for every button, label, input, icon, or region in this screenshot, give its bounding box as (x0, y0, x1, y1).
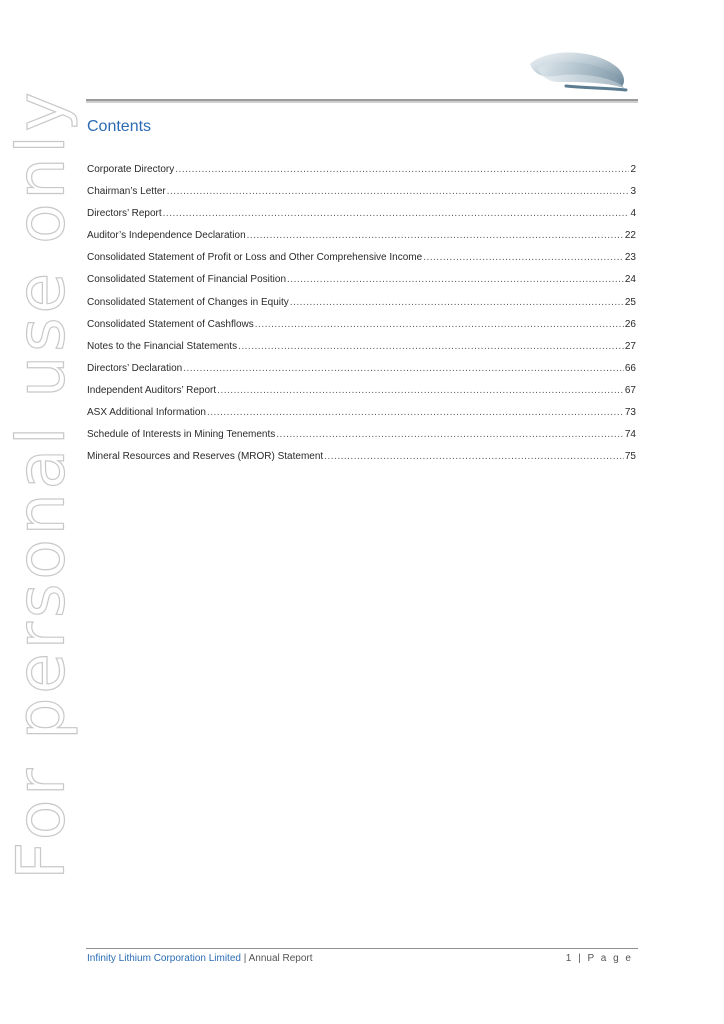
toc-entry-label: Consolidated Statement of Profit or Loss and Other Comprehensive Income (87, 252, 423, 264)
toc-entry-page: 27 (624, 340, 636, 352)
toc-entry-label: Corporate Directory (87, 164, 175, 175)
toc-leader-dots (324, 451, 624, 462)
toc-entry-asx-additional[interactable] (87, 407, 636, 429)
toc-leader-dots (287, 274, 624, 285)
toc-entry-label: ASX Additional Information (87, 407, 206, 419)
toc-entry-chairmans-letter[interactable] (87, 186, 636, 208)
toc-entry-auditors-independence[interactable] (87, 230, 636, 252)
swoosh-logo-icon (526, 46, 630, 96)
toc-leader-dots (423, 252, 624, 263)
toc-entry-page: 26 (624, 318, 636, 330)
toc-entry-mining-tenements[interactable] (87, 429, 636, 451)
toc-leader-dots (276, 429, 624, 440)
toc-entry-page: 23 (624, 252, 636, 264)
toc-entry-label: Notes to the Financial Statements (87, 340, 238, 352)
toc-leader-dots (217, 385, 624, 396)
toc-entry-label: Independent Auditors’ Report (87, 384, 217, 396)
toc-entry-profit-or-loss[interactable] (87, 252, 636, 274)
toc-entry-directors-report[interactable] (87, 208, 636, 230)
toc-entry-cashflows[interactable] (87, 319, 636, 341)
page-number: 1 | P a g e (565, 953, 633, 964)
toc-leader-dots (167, 186, 630, 197)
toc-entry-directors-declaration[interactable] (87, 363, 636, 385)
toc-leader-dots (247, 230, 624, 241)
toc-entry-label: Directors’ Declaration (87, 362, 183, 374)
toc-entry-page: 4 (630, 208, 636, 220)
toc-leader-dots (163, 208, 630, 219)
toc-leader-dots (207, 407, 624, 418)
toc-entry-changes-in-equity[interactable] (87, 297, 636, 319)
toc-entry-page: 67 (624, 384, 636, 396)
toc-entry-page: 22 (624, 230, 636, 242)
toc-entry-label: Consolidated Statement of Changes in Equity (87, 296, 289, 308)
toc-leader-dots (238, 341, 624, 352)
footer-divider (86, 948, 638, 949)
page-title: Contents (87, 118, 152, 135)
toc-leader-dots (183, 363, 624, 374)
footer-separator: | (243, 953, 247, 964)
toc-entry-label: Schedule of Interests in Mining Tenements (87, 429, 276, 441)
toc-leader-dots (290, 297, 624, 308)
toc-entry-label: Consolidated Statement of Cashflows (87, 318, 254, 330)
toc-entry-page: 66 (624, 362, 636, 374)
toc-leader-dots (255, 319, 624, 330)
toc-entry-label: Directors’ Report (87, 208, 162, 220)
toc-entry-notes[interactable] (87, 341, 636, 363)
toc-entry-label: Consolidated Statement of Financial Position (87, 274, 287, 286)
toc-entry-financial-position[interactable] (87, 274, 636, 296)
toc-entry-page: 75 (624, 451, 636, 463)
toc-entry-page: 24 (624, 274, 636, 286)
toc-entry-page: 74 (624, 429, 636, 441)
toc-entry-page: 3 (630, 186, 636, 198)
watermark-text: For personal use only (2, 88, 80, 880)
toc-entry-label: Mineral Resources and Reserves (MROR) Statement (87, 451, 324, 463)
toc-entry-page: 73 (624, 407, 636, 419)
footer-document-name: Annual Report (248, 953, 313, 964)
toc-entry-mror-statement[interactable] (87, 451, 636, 473)
toc-entry-label: Auditor’s Independence Declaration (87, 230, 246, 242)
toc-entry-independent-auditors[interactable] (87, 385, 636, 407)
footer-left (87, 953, 313, 964)
toc-entry-page: 25 (624, 296, 636, 308)
toc-leader-dots (175, 164, 629, 175)
toc-entry-corporate-directory[interactable] (87, 164, 636, 186)
toc-entry-label: Chairman’s Letter (87, 186, 166, 198)
header-divider (86, 99, 638, 101)
table-of-contents (87, 164, 636, 473)
toc-entry-page: 2 (630, 164, 636, 175)
footer-company-name: Infinity Lithium Corporation Limited (87, 953, 241, 964)
